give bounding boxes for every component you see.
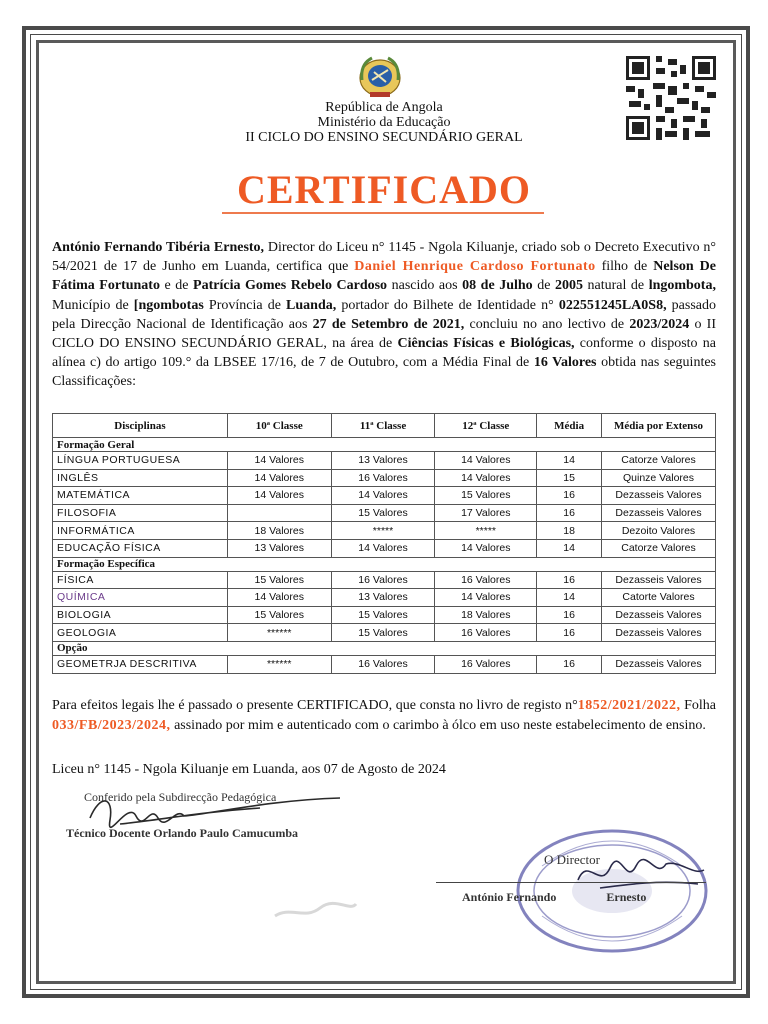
grade-cell: 14 Valores bbox=[227, 452, 331, 470]
grade-cell: 14 Valores bbox=[331, 487, 435, 505]
table-row bbox=[53, 452, 716, 470]
grade-cell: 14 Valores bbox=[435, 469, 537, 487]
birth-year: 2005 bbox=[554, 278, 583, 294]
subject-cell: INFORMÁTICA bbox=[53, 522, 228, 540]
grade-cell: 16 Valores bbox=[435, 655, 537, 673]
grade-cell: 13 Valores bbox=[227, 539, 331, 557]
subdirector-name: Técnico Docente Orlando Paulo Camucumba bbox=[66, 826, 298, 840]
column-header: Disciplinas bbox=[53, 414, 228, 438]
grade-cell: 18 bbox=[537, 522, 602, 540]
grade-cell: Dezasseis Valores bbox=[602, 606, 716, 624]
grade-cell: 15 bbox=[537, 469, 602, 487]
grade-cell: 15 Valores bbox=[331, 504, 435, 522]
subject-cell: GEOMETRJA DESCRITIVA bbox=[53, 655, 228, 673]
grade-cell: 14 Valores bbox=[435, 539, 537, 557]
study-area: Ciências Físicas e Biológicas, bbox=[397, 336, 575, 352]
country-line: República de Angola bbox=[325, 100, 443, 115]
certificate-body: António Fernando Tibéria Ernesto, Director do Liceu n° 1145 - Ngola Kiluanje, criado sob o Decreto Executivo n° 54/2021 de 17 de Junho em Luanda, certifica que Daniel Henrique Cardoso Fortunato filho de Nelson De Fátima Fortunato e de Patrícia Gomes Rebelo Cardoso nascido aos 08 de Julho de 2005 natural de lngombota, Município de [ngombotas Província de Luanda, portador do Bilhete de Identidade n° 022551245LA0S8, passado pela Direcção Nacional de Identificação aos 27 de Setembro de 2021, concluiu no ano lectivo de 2023/2024 o II CICLO DO ENSINO SECUNDÁRIO GERAL, na área de Ciências Físicas e Biológicas, conforme o disposto na alínea c) do artigo 109.° da LBSEE 17/16, de 7 de Outubro, com a Média Final de 16 Valores obtida nas seguintes Classificações: bbox=[52, 240, 717, 390]
ministry-line: Ministério da Educação bbox=[317, 115, 451, 130]
grade-cell: 16 Valores bbox=[435, 571, 537, 589]
grade-cell: 14 Valores bbox=[331, 539, 435, 557]
table-row bbox=[53, 522, 716, 540]
grade-cell: 15 Valores bbox=[331, 624, 435, 642]
grade-cell: 14 Valores bbox=[435, 452, 537, 470]
grade-cell: 18 Valores bbox=[435, 606, 537, 624]
title-underline bbox=[222, 212, 544, 214]
director-name: António Fernando Tibéria Ernesto, bbox=[52, 240, 265, 255]
registry-number: 1852/2021/2022, bbox=[577, 698, 681, 713]
birth-date: 08 de Julho bbox=[462, 278, 533, 294]
grade-cell: 15 Valores bbox=[331, 606, 435, 624]
municipality: [ngombotas bbox=[133, 297, 204, 313]
grade-cell: 13 Valores bbox=[331, 452, 435, 470]
column-header: 12ª Classe bbox=[435, 414, 537, 438]
group-row bbox=[53, 438, 716, 452]
grade-cell: 16 bbox=[537, 487, 602, 505]
place-date-line: Liceu n° 1145 - Ngola Kiluanje em Luanda, aos 07 de Agosto de 2024 bbox=[52, 762, 446, 777]
grade-cell: 16 Valores bbox=[331, 655, 435, 673]
father-name: Nelson De Fátima Fortunato bbox=[52, 259, 716, 294]
grade-cell: 14 Valores bbox=[227, 589, 331, 607]
pedagogical-subdirector-title: Conferido pela Subdirecção Pedagógica bbox=[84, 790, 277, 804]
grade-cell: 16 bbox=[537, 606, 602, 624]
grade-cell: 16 Valores bbox=[331, 469, 435, 487]
table-row bbox=[53, 469, 716, 487]
grade-cell bbox=[227, 504, 331, 522]
province: Luanda, bbox=[286, 297, 337, 313]
grade-cell: ****** bbox=[227, 624, 331, 642]
folha-number: 033/FB/2023/2024, bbox=[52, 717, 171, 733]
grade-cell: Quinze Valores bbox=[602, 469, 716, 487]
director-title: O Director bbox=[544, 852, 600, 867]
subject-cell: MATEMÁTICA bbox=[53, 487, 228, 505]
document-title: CERTIFICADO bbox=[236, 167, 532, 212]
grade-cell: Catorze Valores bbox=[602, 539, 716, 557]
column-header: 11ª Classe bbox=[331, 414, 435, 438]
grade-cell: 14 bbox=[537, 539, 602, 557]
grade-cell: 14 Valores bbox=[227, 487, 331, 505]
grade-cell: 15 Valores bbox=[227, 606, 331, 624]
grade-cell: 14 bbox=[537, 452, 602, 470]
grade-cell: Dezasseis Valores bbox=[602, 624, 716, 642]
grade-cell: 14 bbox=[537, 589, 602, 607]
column-header: 10ª Classe bbox=[227, 414, 331, 438]
grade-cell: 16 bbox=[537, 655, 602, 673]
group-label: Formação Geral bbox=[53, 438, 716, 452]
grade-cell: 16 bbox=[537, 624, 602, 642]
column-header: Média bbox=[537, 414, 602, 438]
mother-name: Patrícia Gomes Rebelo Cardoso bbox=[193, 278, 388, 294]
table-row bbox=[53, 539, 716, 557]
director-signature-name: António Fernando Ernesto bbox=[462, 890, 647, 904]
group-row bbox=[53, 557, 716, 571]
grade-cell: 13 Valores bbox=[331, 589, 435, 607]
grade-cell: 14 Valores bbox=[227, 469, 331, 487]
group-label: Formação Específica bbox=[53, 557, 716, 571]
subject-cell: FILOSOFIA bbox=[53, 504, 228, 522]
ink-smudge bbox=[270, 896, 360, 926]
grade-cell: 15 Valores bbox=[227, 571, 331, 589]
id-number: 022551245LA0S8, bbox=[558, 297, 667, 313]
grade-cell: Dezasseis Valores bbox=[602, 504, 716, 522]
subject-cell: GEOLOGIA bbox=[53, 624, 228, 642]
grade-cell: 15 Valores bbox=[435, 487, 537, 505]
birthplace: lngombota, bbox=[648, 278, 716, 294]
table-row bbox=[53, 571, 716, 589]
grade-cell: 16 Valores bbox=[331, 571, 435, 589]
grade-cell: Dezoito Valores bbox=[602, 522, 716, 540]
subject-cell: INGLÊS bbox=[53, 469, 228, 487]
id-date: 27 de Setembro de 2021, bbox=[312, 316, 465, 332]
group-label: Opção bbox=[53, 641, 716, 655]
cycle-line: II CICLO DO ENSINO SECUNDÁRIO GERAL bbox=[245, 130, 523, 145]
table-row bbox=[53, 487, 716, 505]
group-row bbox=[53, 641, 716, 655]
grade-cell: 16 bbox=[537, 504, 602, 522]
grade-cell: Dezasseis Valores bbox=[602, 487, 716, 505]
column-header: Média por Extenso bbox=[602, 414, 716, 438]
subject-cell: LÍNGUA PORTUGUESA bbox=[53, 452, 228, 470]
table-row bbox=[53, 504, 716, 522]
school-year: 2023/2024 bbox=[629, 316, 690, 332]
table-row bbox=[53, 606, 716, 624]
subject-cell: QUÍMICA bbox=[53, 589, 228, 607]
grade-cell: Catorte Valores bbox=[602, 589, 716, 607]
subject-cell: EDUCAÇÃO FÍSICA bbox=[53, 539, 228, 557]
grade-cell: Dezasseis Valores bbox=[602, 655, 716, 673]
grade-cell: 16 bbox=[537, 571, 602, 589]
director-signature-line bbox=[436, 882, 706, 883]
legal-statement: Para efeitos legais lhe é passado o presente CERTIFICADO, que consta no livro de registo n°1852/2021/2022, Folha 033/FB/2023/2024, assinado por mim e autenticado com o carimbo à ólco em uso neste estabelecimento de ensino. bbox=[52, 698, 717, 733]
grade-cell: ***** bbox=[331, 522, 435, 540]
grade-cell: 14 Valores bbox=[435, 589, 537, 607]
issuer-header bbox=[0, 100, 768, 145]
angola-emblem-icon bbox=[352, 50, 408, 100]
table-row bbox=[53, 655, 716, 673]
student-name: Daniel Henrique Cardoso Fortunato bbox=[354, 259, 596, 275]
grade-cell: 16 Valores bbox=[435, 624, 537, 642]
grade-cell: 17 Valores bbox=[435, 504, 537, 522]
grade-cell: 18 Valores bbox=[227, 522, 331, 540]
grade-cell: Catorze Valores bbox=[602, 452, 716, 470]
table-row bbox=[53, 624, 716, 642]
table-row bbox=[53, 589, 716, 607]
grades-table bbox=[52, 413, 716, 674]
grade-cell: ****** bbox=[227, 655, 331, 673]
subject-cell: FÍSICA bbox=[53, 571, 228, 589]
subject-cell: BIOLOGIA bbox=[53, 606, 228, 624]
grade-cell: ***** bbox=[435, 522, 537, 540]
final-grade: 16 Valores bbox=[533, 355, 597, 371]
table-header-row bbox=[53, 414, 716, 438]
grade-cell: Dezasseis Valores bbox=[602, 571, 716, 589]
